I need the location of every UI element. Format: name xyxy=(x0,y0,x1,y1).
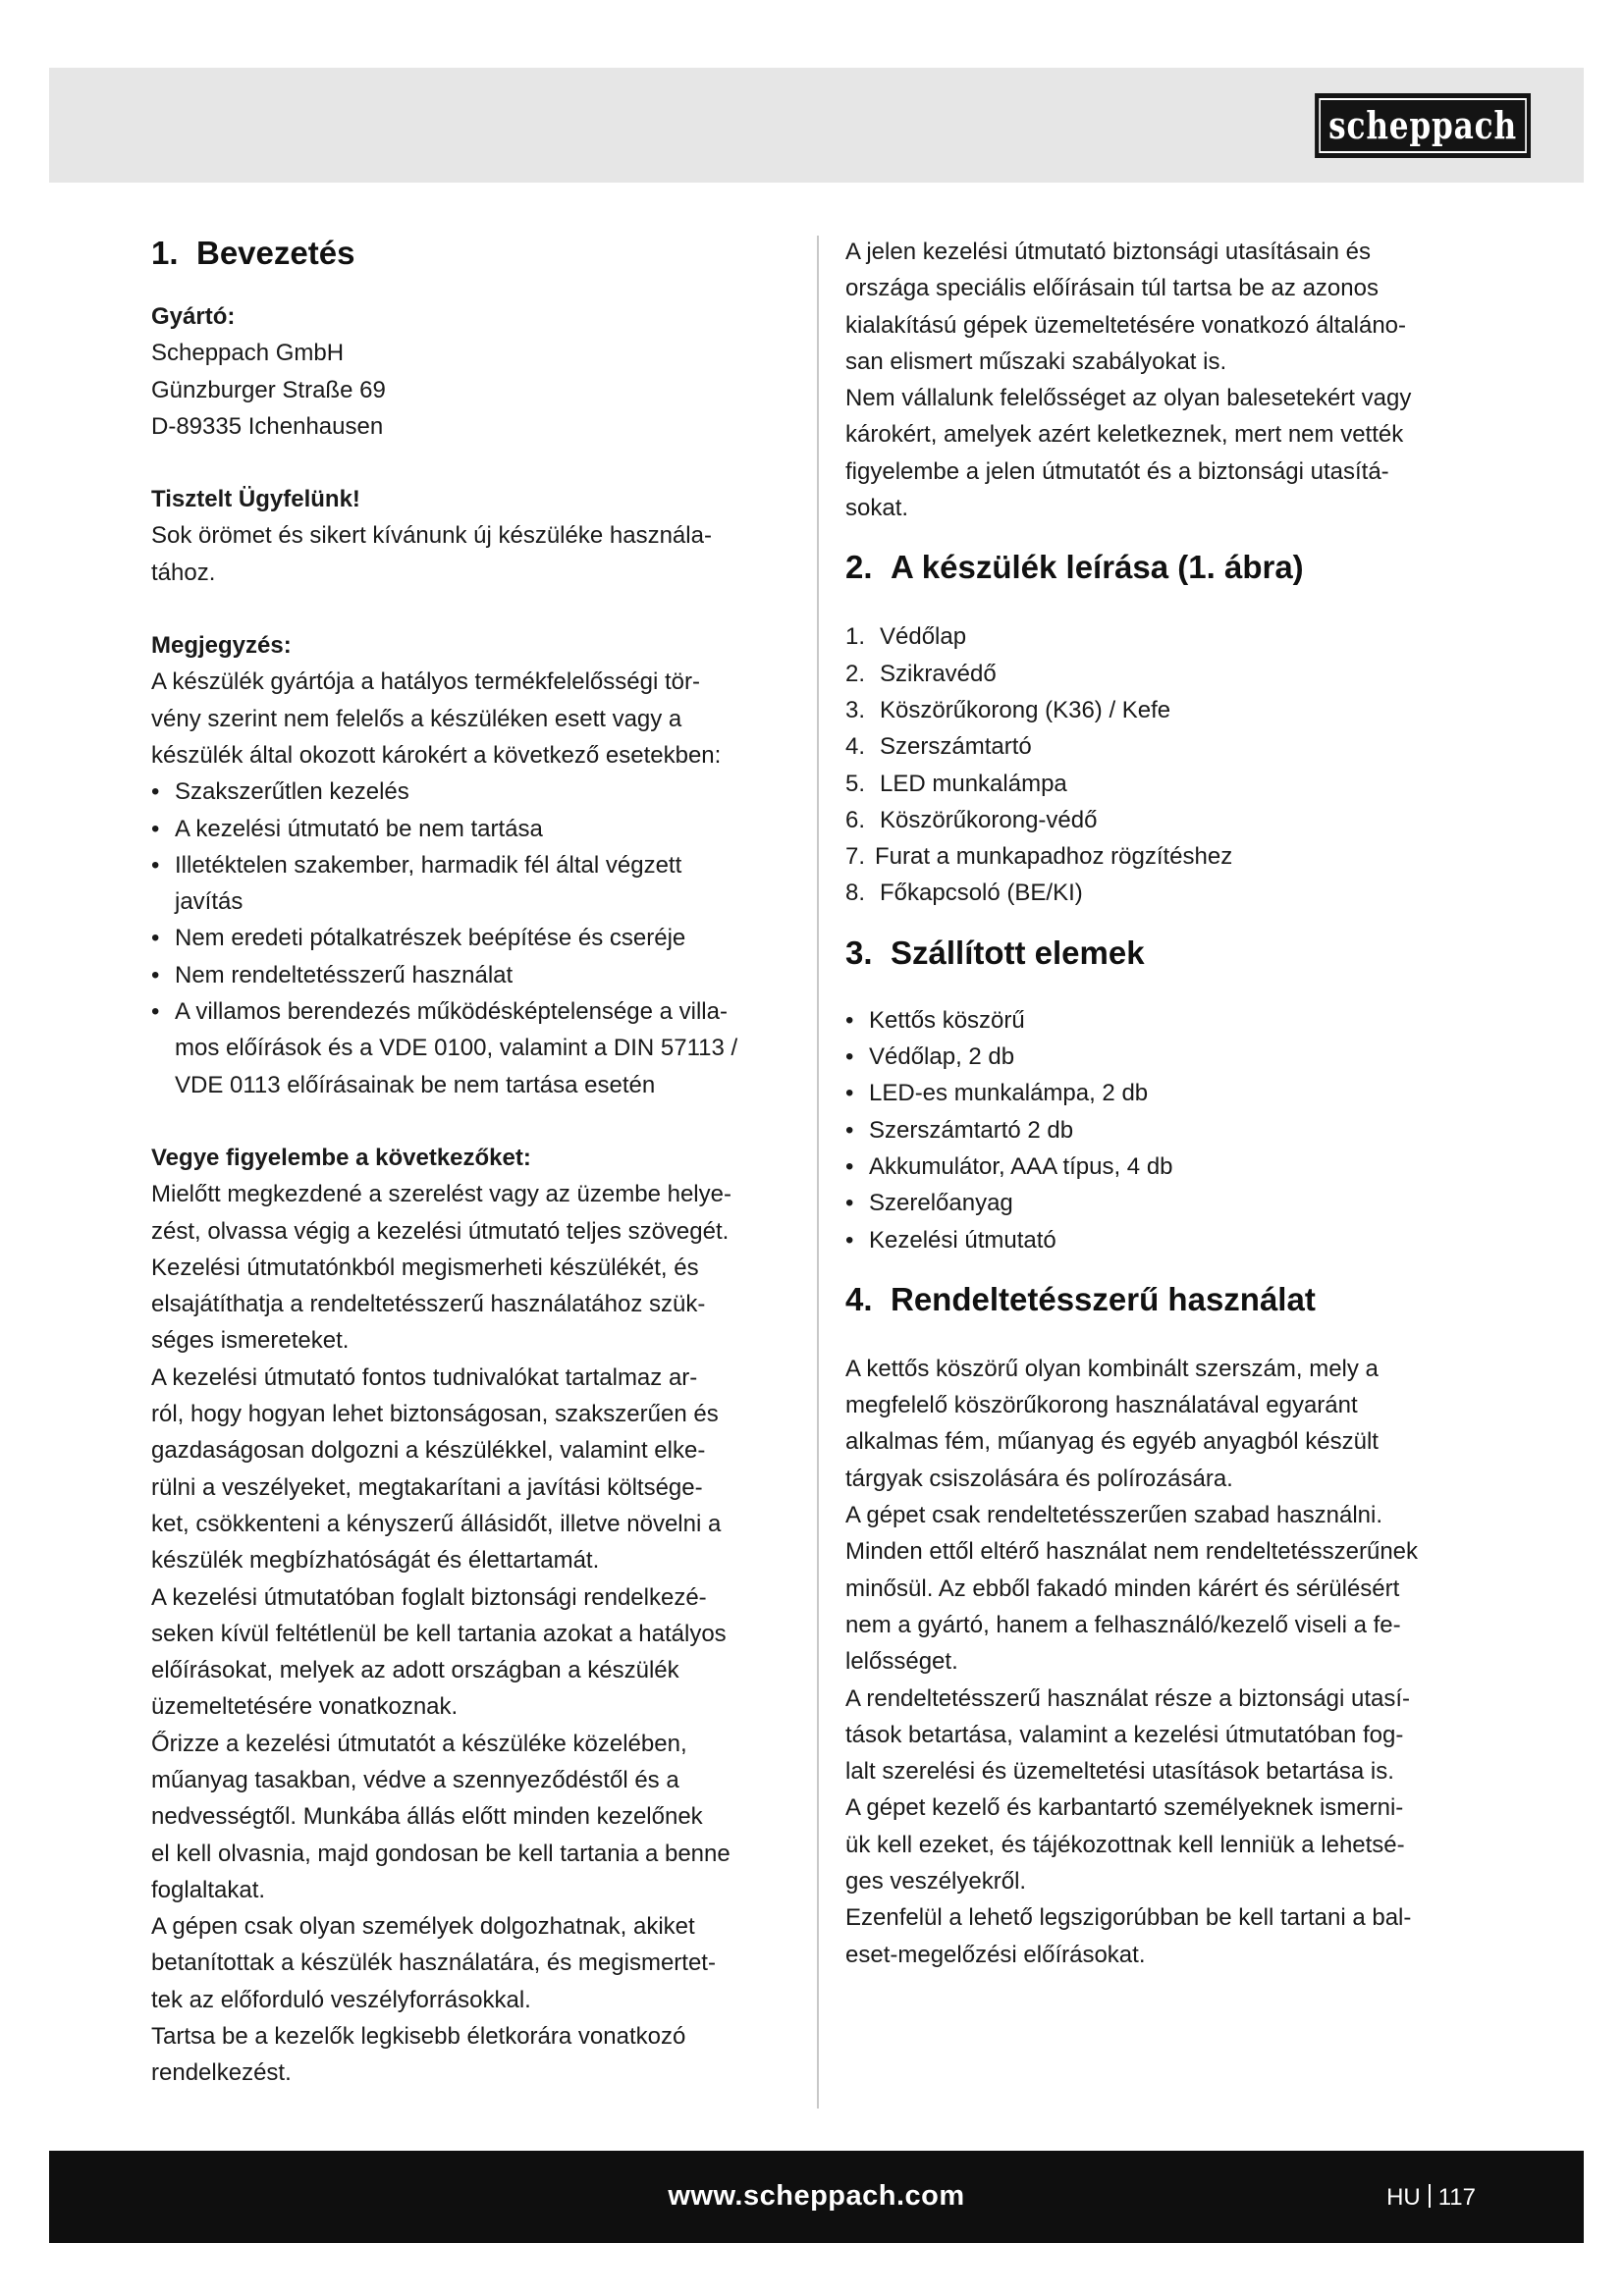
page-number xyxy=(1386,2184,1476,2212)
page-header xyxy=(49,68,1584,183)
note-item: • Illetéktelen szakember, harmadik fél által végzett javítás xyxy=(151,847,797,921)
intended-use-paragraph: A rendeltetésszerű használat része a biztonsági utasí- tások betartása, valamint a kezelési útmutatóban fog- lalt szerelési és üzemeltetési utasítások betartása is. xyxy=(845,1684,1410,1786)
section-4-title: Rendeltetésszerű használat xyxy=(891,1280,1316,1317)
manufacturer-city: D-89335 Ichenhausen xyxy=(151,412,384,440)
intended-use-paragraph: A gépet kezelő és karbantartó személyeknek ismerni- ük kell ezeket, és tájékozottnak kell lenniük a lehetsé- ges veszélyekről. xyxy=(845,1794,1405,1895)
note-item: • Nem eredeti pótalkatrészek beépítése és cseréje xyxy=(151,920,797,956)
observe-paragraph: A kezelési útmutató fontos tudnivalókat tartalmaz ar- ról, hogy hogyan lehet biztonságosan, szakszerűen és gazdaságosan dolgozni a készülékkel, valamint elke- rülni a veszélyeket, megtakarítani a javítási költsége- ket, csökkenteni a kényszerű állásidőt, illetve növelni a készülék megbízhatóságát és élettartamát. xyxy=(151,1363,722,1575)
note-item: • Nem rendeltetésszerű használat xyxy=(151,957,797,993)
scheppach-logo: scheppach xyxy=(1315,93,1531,158)
observe-paragraph: A gépen csak olyan személyek dolgozhatnak, akiket betanítottak a készülék használatára, és megismertet- tek az előforduló veszélyforrásokkal. xyxy=(151,1913,716,2013)
device-part-item: 4. Szerszámtartó xyxy=(845,733,1032,761)
delivered-item: • Kezelési útmutató xyxy=(845,1222,1484,1258)
observe-paragraph: Kezelési útmutatónkból megismerheti készülékét, és elsajátíthatja a rendeltetésszerű használatához szük- séges ismereteket. xyxy=(151,1254,706,1355)
manufacturer-label: Gyártó: xyxy=(151,303,236,330)
note-text: A készülék gyártója a hatályos termékfelelősségi tör- vény szerint nem felelős a készüléken esett vagy a készülék által okozott károkért a következő esetekben: xyxy=(151,668,722,769)
note-item: • Szakszerűtlen kezelés xyxy=(151,774,797,810)
note-list xyxy=(151,774,797,1103)
section-2-title: A készülék leírása (1. ábra) xyxy=(891,549,1304,586)
manufacturer-street: Günzburger Straße 69 xyxy=(151,376,386,403)
note-label: Megjegyzés: xyxy=(151,632,292,660)
delivered-item: • Szerelőanyag xyxy=(845,1185,1484,1221)
section-3-title: Szállított elemek xyxy=(891,934,1145,971)
intro-paragraph: Nem vállalunk felelősséget az olyan balesetekért vagy károkért, amelyek azért keletkeznek, mert nem vették figyelembe a jelen útmutatót és a biztonsági utasítá- sokat. xyxy=(845,385,1412,522)
footer-website-link[interactable]: www.scheppach.com xyxy=(668,2180,965,2212)
intended-use-paragraph: A gépet csak rendeltetésszerűen szabad használni. Minden ettől eltérő használat nem rendeltetésszerűnek minősül. Az ebből fakadó minden kárért és sérülésért nem a gyártó, hanem a felhasználó/kezelő viseli a fe- lelősséget. xyxy=(845,1502,1419,1676)
section-2-number: 2. xyxy=(845,549,873,586)
page-footer xyxy=(49,2151,1584,2243)
greeting-text: Sok örömet és sikert kívánunk új készüléke használa- tához. xyxy=(151,522,712,586)
device-parts-list xyxy=(845,618,1484,911)
section-2-heading xyxy=(845,548,1484,587)
device-part-item: 1. Védőlap xyxy=(845,623,967,651)
device-part-item: 3. Köszörűkorong (K36) / Kefe xyxy=(845,696,1171,723)
observe-label: Vegye figyelembe a következőket: xyxy=(151,1144,531,1171)
device-part-item: 6. Köszörűkorong-védő xyxy=(845,806,1098,833)
delivered-items-list xyxy=(845,1002,1484,1258)
note-item: • A villamos berendezés működésképtelensége a villa- mos előírások és a VDE 0100, valamint a DIN 57113 / VDE 0113 előírásainak be nem tartása esetén xyxy=(151,993,797,1103)
section-4-number: 4. xyxy=(845,1280,873,1317)
section-1-heading xyxy=(151,234,797,273)
greeting-label: Tisztelt Ügyfelünk! xyxy=(151,486,360,513)
device-part-item: 2. Szikravédő xyxy=(845,660,997,687)
delivered-item: • Védőlap, 2 db xyxy=(845,1039,1484,1075)
delivered-item: • Kettős köszörű xyxy=(845,1002,1484,1039)
column-divider xyxy=(817,236,819,2109)
intended-use-paragraph: A kettős köszörű olyan kombinált szerszám, mely a megfelelő köszörűkorong használatával egyaránt alkalmas fém, műanyag és egyéb anyagból készült tárgyak csiszolására és polírozására. xyxy=(845,1355,1379,1492)
section-3-heading xyxy=(845,934,1484,973)
observe-paragraph: Őrizze a kezelési útmutatót a készüléke közelében, műanyag tasakban, védve a szennyeződéstől és a nedvességtől. Munkába állás előtt minden kezelőnek el kell olvasnia, majd gondosan be kell tartania a benne foglaltakat. xyxy=(151,1730,731,1903)
delivered-item: • LED-es munkalámpa, 2 db xyxy=(845,1075,1484,1111)
right-column xyxy=(845,234,1484,1973)
device-part-item: 5. LED munkalámpa xyxy=(845,770,1067,797)
section-4-heading xyxy=(845,1280,1484,1319)
left-column xyxy=(151,234,797,2092)
observe-paragraph: Tartsa be a kezelők legkisebb életkorára vonatkozó rendelkezést. xyxy=(151,2023,686,2087)
intro-paragraph: A jelen kezelési útmutató biztonsági utasításain és országa speciális előírásain túl tartsa be az azonos kialakítású gépek üzemeltetésére vonatkozó általáno- san elismert műszaki szabályokat is. xyxy=(845,239,1407,375)
device-part-item: 7. Furat a munkapadhoz rögzítéshez xyxy=(845,843,1233,871)
observe-paragraph: A kezelési útmutatóban foglalt biztonsági rendelkezé- seken kívül feltétlenül be kell tartania azokat a hatályos előírásokat, melyek az adott országban a készülék üzemeltetésére vonatkoznak. xyxy=(151,1583,727,1721)
delivered-item: • Akkumulátor, AAA típus, 4 db xyxy=(845,1148,1484,1185)
language-code: HU xyxy=(1386,2184,1421,2211)
section-3-number: 3. xyxy=(845,934,873,971)
section-1-number: 1. xyxy=(151,235,179,271)
intended-use-paragraph: Ezenfelül a lehető legszigorúbban be kell tartani a bal- eset-megelőzési előírásokat. xyxy=(845,1904,1412,1968)
device-part-item: 8. Főkapcsoló (BE/KI) xyxy=(845,880,1083,907)
delivered-item: • Szerszámtartó 2 db xyxy=(845,1112,1484,1148)
manufacturer-name: Scheppach GmbH xyxy=(151,340,345,367)
section-1-title: Bevezetés xyxy=(196,235,355,271)
note-item: • A kezelési útmutató be nem tartása xyxy=(151,811,797,847)
observe-paragraph: Mielőtt megkezdené a szerelést vagy az üzembe helye- zést, olvassa végig a kezelési útmutató teljes szövegét. xyxy=(151,1181,731,1245)
page-number-value: 117 xyxy=(1437,2184,1476,2211)
